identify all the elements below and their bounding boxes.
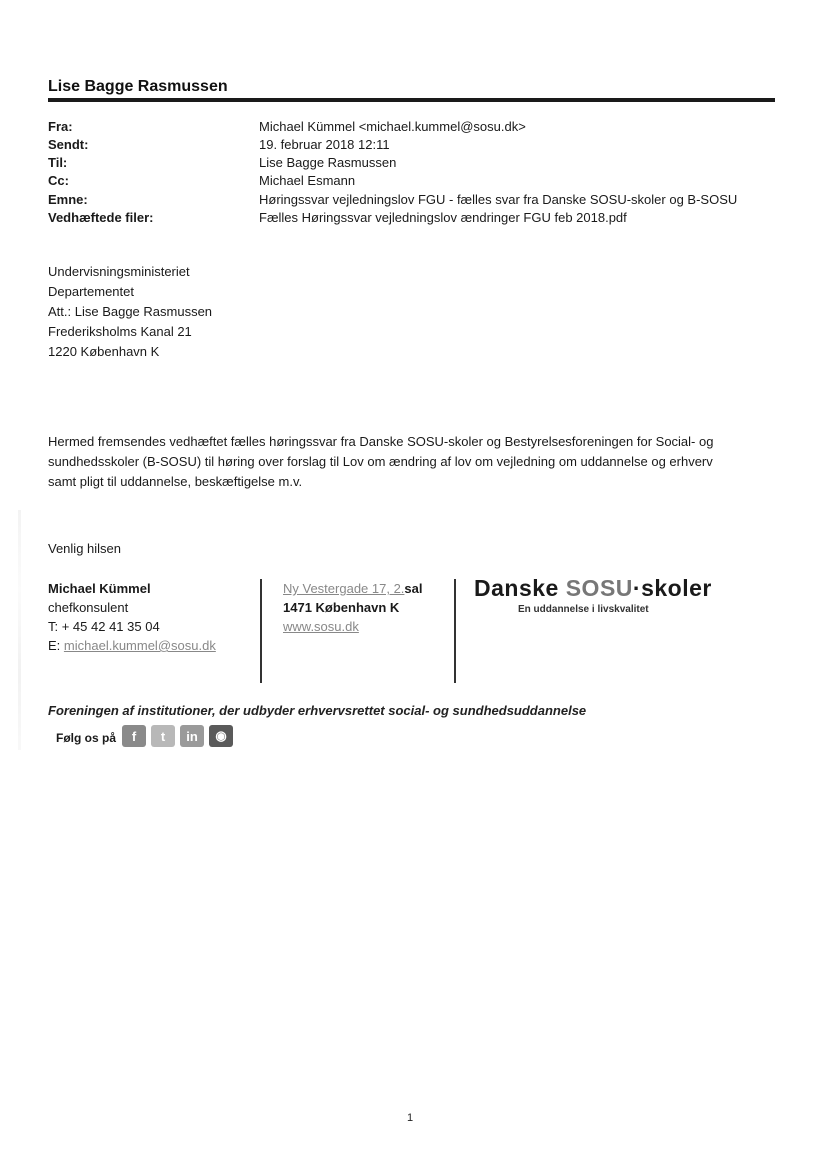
message-body [48, 432, 768, 492]
signature-divider [454, 579, 456, 683]
street-row [283, 579, 423, 598]
signature-address [283, 579, 423, 636]
signature-email-row [48, 636, 216, 655]
brand-part-3: skoler [641, 575, 712, 601]
body-line: sundhedsskoler (B-SOSU) til høring over forslag til Lov om ændring af lov om vejledning om uddannelse og erhverv [48, 454, 713, 469]
street-link[interactable]: Ny Vestergade 17, 2. [283, 581, 405, 596]
header-value-sent: 19. februar 2018 12:11 [259, 137, 390, 152]
header-label-cc: Cc: [48, 173, 69, 188]
address-line: Frederiksholms Kanal 21 [48, 324, 192, 339]
body-line: Hermed fremsendes vedhæftet fælles høringssvar fra Danske SOSU-skoler og Bestyrelsesforeningen for Social- og [48, 434, 714, 449]
brand-tagline: En uddannelse i livskvalitet [518, 604, 649, 615]
email-link[interactable]: michael.kummel@sosu.dk [63, 638, 216, 653]
recipient-address [48, 262, 212, 362]
email-prefix: E: [48, 638, 64, 653]
header-label-attachments: Vedhæftede filer: [48, 210, 154, 225]
signature-title: chefkonsulent [48, 600, 129, 615]
address-line: 1220 København K [48, 344, 160, 359]
header-label-to: Til: [48, 155, 68, 170]
website-link[interactable]: www.sosu.dk [283, 619, 359, 634]
linkedin-icon[interactable]: in [180, 725, 204, 747]
instagram-icon[interactable]: ◉ [209, 725, 233, 747]
header-value-cc: Michael Esmann [259, 173, 356, 188]
header-label-subject: Emne: [48, 192, 88, 207]
body-line: samt pligt til uddannelse, beskæftigelse m.v. [48, 474, 303, 489]
social-follow [56, 725, 238, 747]
header-label-from: Fra: [48, 119, 73, 134]
address-line: Departementet [48, 284, 134, 299]
brand-wordmark [474, 575, 712, 602]
sender-name: Lise Bagge Rasmussen [48, 78, 228, 95]
page-number: 1 [407, 1112, 414, 1124]
address-line: Undervisningsministeriet [48, 264, 190, 279]
follow-label: Følg os på [56, 731, 116, 745]
brand-part-2: SOSU [565, 575, 633, 601]
header-value-to: Lise Bagge Rasmussen [259, 155, 397, 170]
header-label-sent: Sendt: [48, 137, 89, 152]
header-rule [48, 98, 775, 102]
signature-divider [260, 579, 262, 683]
twitter-icon[interactable]: t [151, 725, 175, 747]
greeting: Venlig hilsen [48, 541, 121, 556]
address-line: Att.: Lise Bagge Rasmussen [48, 304, 213, 319]
header-value-from: Michael Kümmel <michael.kummel@sosu.dk> [259, 119, 526, 134]
signature-phone: T: + 45 42 41 35 04 [48, 619, 160, 634]
signature-contact [48, 579, 216, 655]
signature-name: Michael Kümmel [48, 581, 151, 596]
scan-margin-marks [18, 510, 21, 750]
brand-dot: · [632, 575, 642, 601]
facebook-icon[interactable]: f [122, 725, 146, 747]
header-value-subject: Høringssvar vejledningslov FGU - fælles svar fra Danske SOSU-skoler og B-SOSU [259, 192, 738, 207]
association-line: Foreningen af institutioner, der udbyder erhvervsrettet social- og sundhedsuddannelse [48, 703, 587, 718]
attachment-link[interactable]: Fælles Høringssvar vejledningslov ændringer FGU feb 2018.pdf [259, 210, 627, 225]
brand-logo [474, 575, 712, 615]
signature-city: 1471 København K [283, 600, 400, 615]
brand-part-1: Danske [474, 575, 566, 601]
street-suffix: sal [404, 581, 423, 596]
